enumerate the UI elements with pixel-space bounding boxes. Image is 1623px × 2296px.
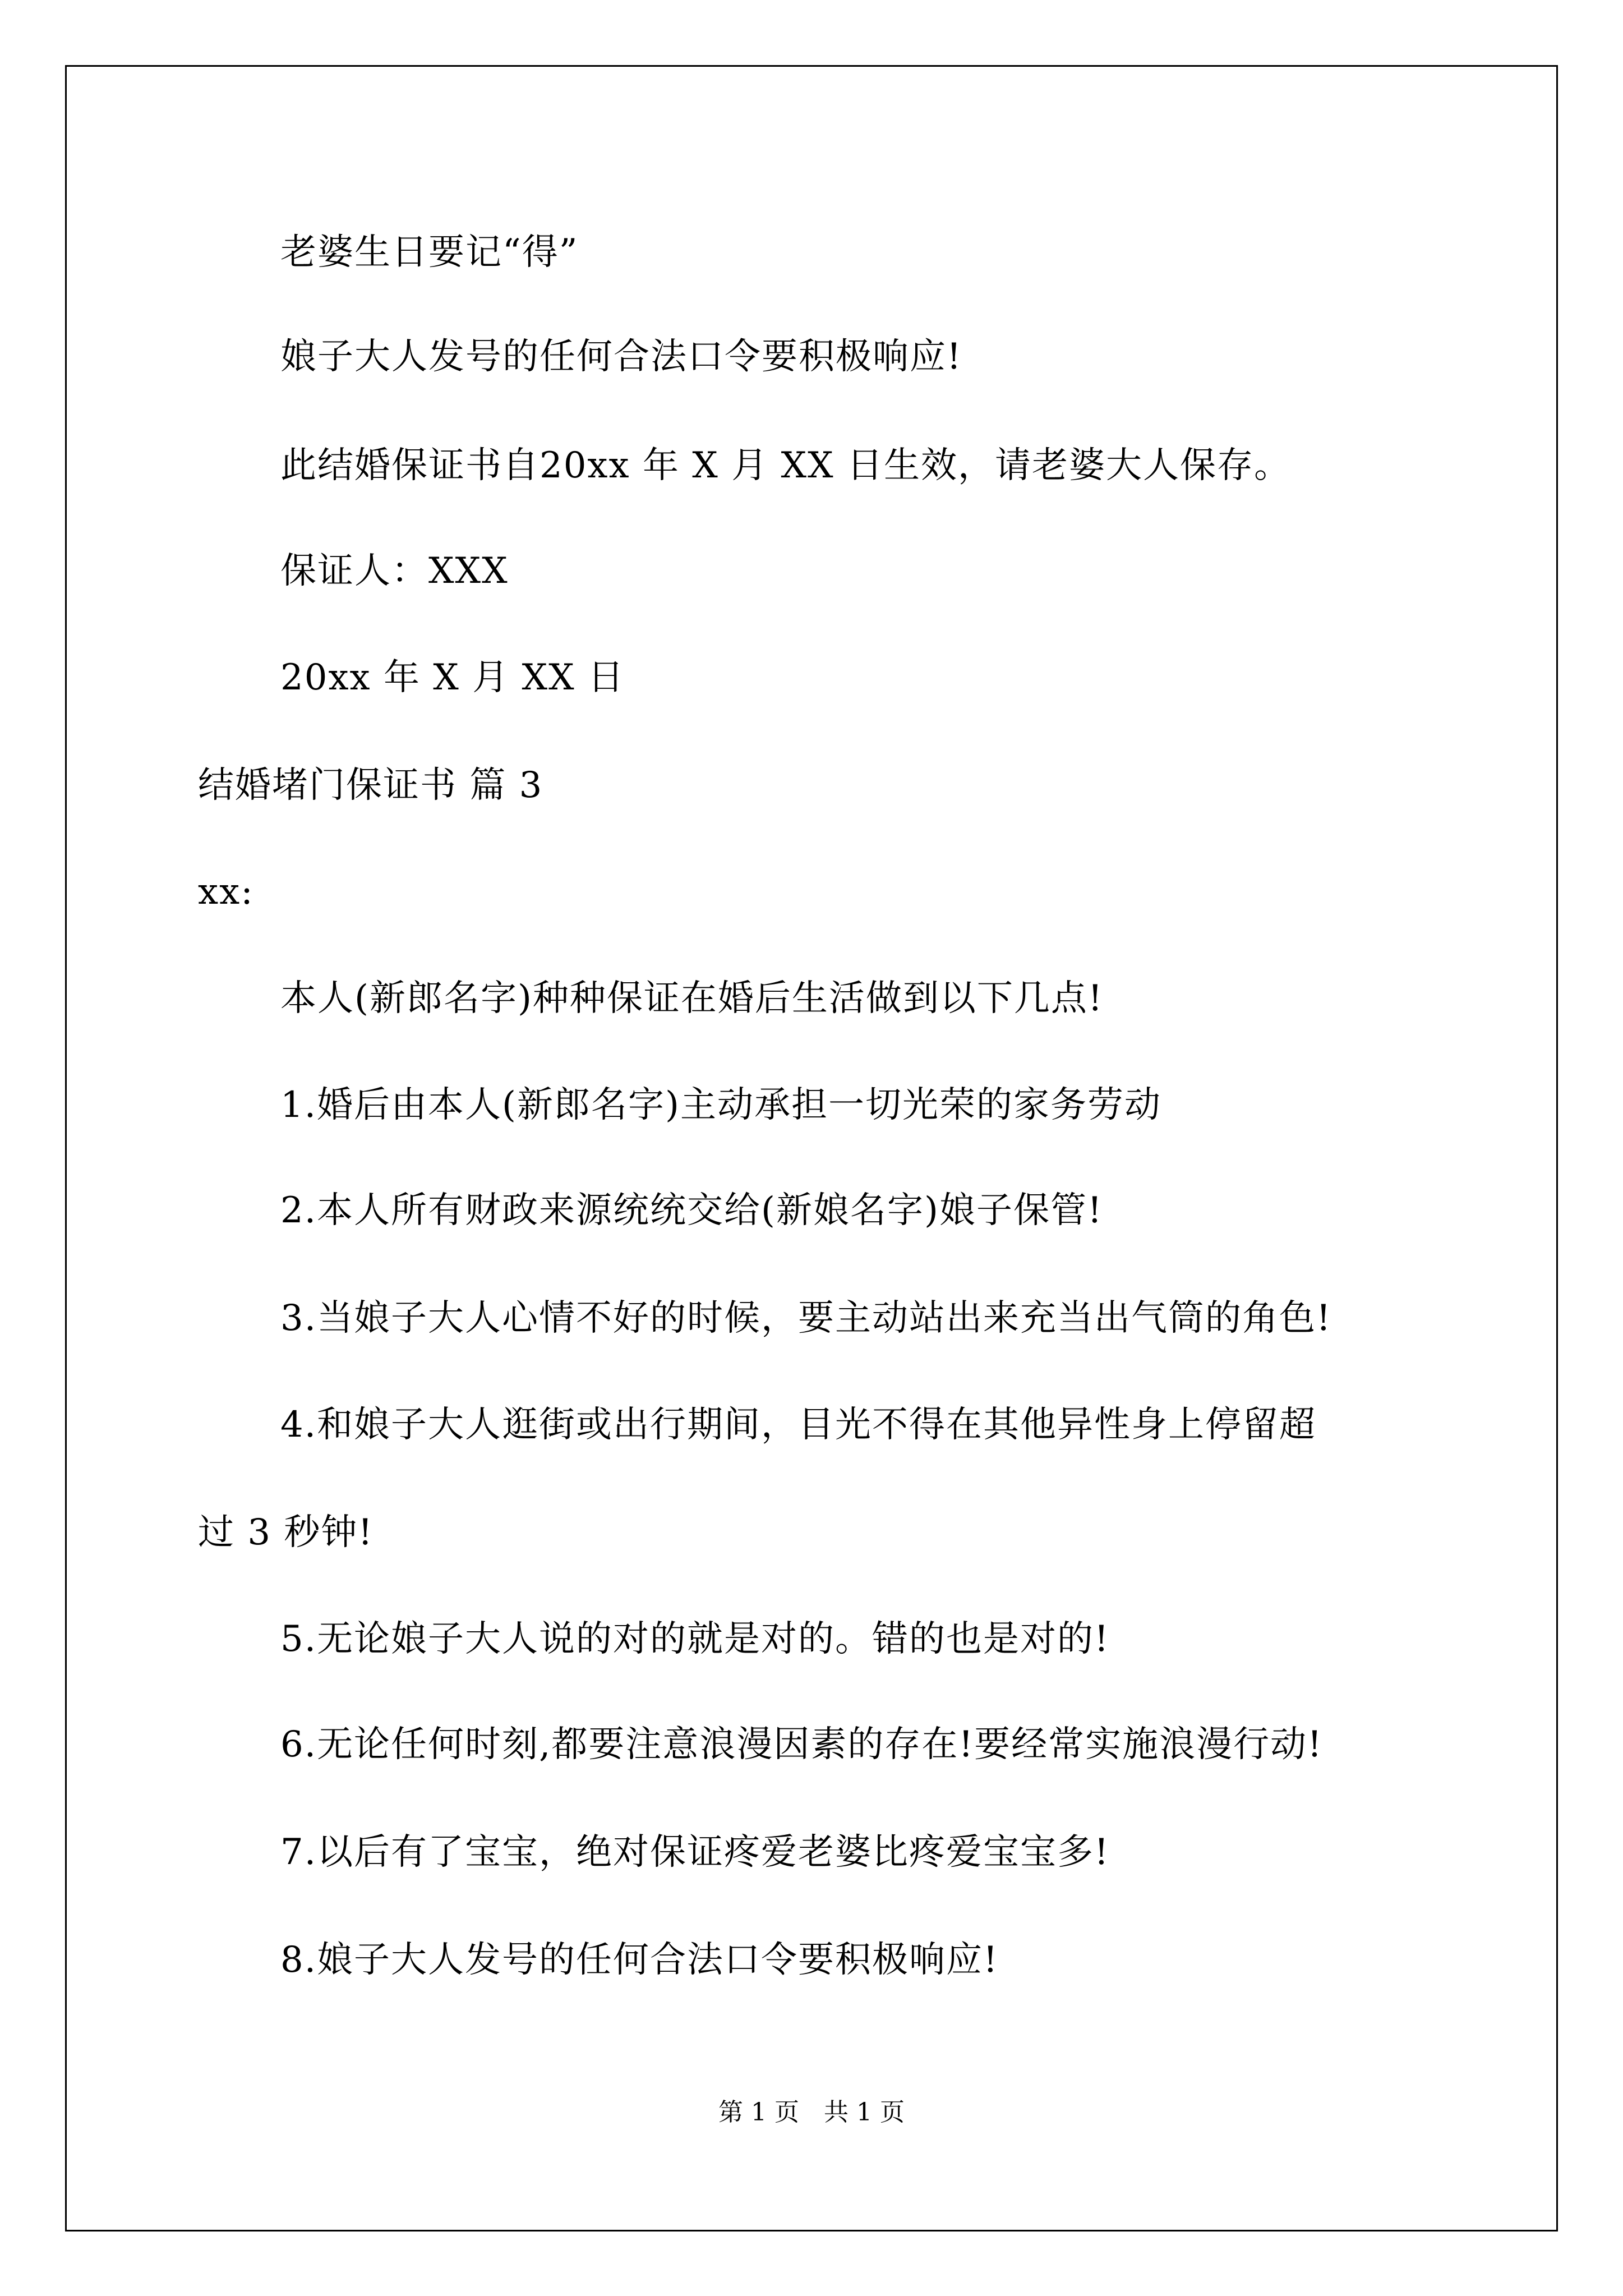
list-item-7: 7.以后有了宝宝，绝对保证疼爱老婆比疼爱宝宝多!	[280, 1832, 1110, 1873]
list-item-3: 3.当娘子大人心情不好的时候，要主动站出来充当出气筒的角色!	[280, 1297, 1332, 1339]
list-item-2: 2.本人所有财政来源统统交给(新娘名字)娘子保管!	[280, 1190, 1103, 1231]
salutation: xx:	[198, 871, 254, 913]
page-number: 第 1 页 共 1 页	[718, 2098, 905, 2127]
paragraph-effective-date: 此结婚保证书自20xx 年 X 月 XX 日生效，请老婆大人保存。	[280, 445, 1292, 486]
paragraph-guarantor: 保证人：XXX	[280, 550, 509, 592]
list-item-8: 8.娘子大人发号的任何合法口令要积极响应!	[280, 1939, 999, 1981]
paragraph-intro: 本人(新郎名字)种种保证在婚后生活做到以下几点!	[280, 978, 1104, 1019]
paragraph-respond-orders: 娘子大人发号的任何合法口令要积极响应!	[280, 336, 962, 378]
list-item-5: 5.无论娘子大人说的对的就是对的。错的也是对的!	[280, 1618, 1110, 1660]
list-item-4-continued: 过 3 秒钟!	[198, 1512, 374, 1553]
paragraph-signature-date: 20xx 年 X 月 XX 日	[280, 657, 625, 698]
list-item-1: 1.婚后由本人(新郎名字)主动承担一切光荣的家务劳动	[280, 1084, 1161, 1126]
page-border	[65, 65, 1558, 2231]
list-item-4: 4.和娘子大人逛街或出行期间，目光不得在其他异性身上停留超	[280, 1404, 1317, 1446]
paragraph-birthday: 老婆生日要记“得”	[280, 232, 579, 273]
list-item-6: 6.无论任何时刻,都要注意浪漫因素的存在!要经常实施浪漫行动!	[280, 1724, 1323, 1765]
section-heading: 结婚堵门保证书 篇 3	[198, 765, 543, 806]
